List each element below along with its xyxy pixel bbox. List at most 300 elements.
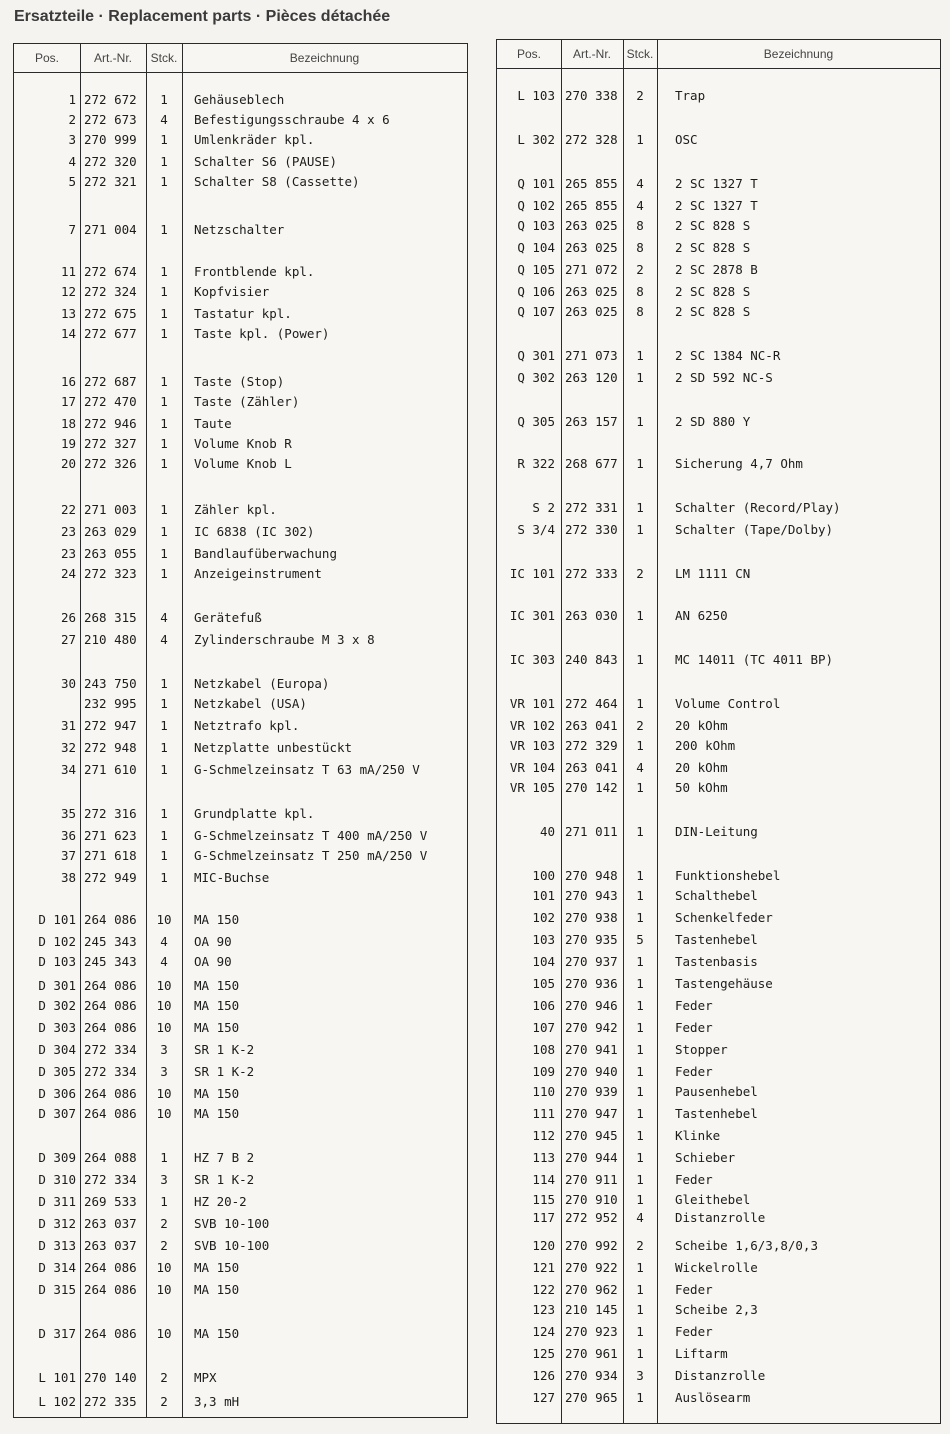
- cell-desc: MA 150: [194, 998, 240, 1013]
- cell-desc: Feder: [675, 1064, 713, 1079]
- cell-art-nr: 270 910: [565, 1192, 618, 1207]
- cell-qty: 1: [636, 370, 644, 385]
- cell-qty: 1: [636, 1260, 644, 1275]
- cell-qty: 2: [636, 262, 644, 277]
- cell-desc: MA 150: [194, 912, 240, 927]
- cell-desc: 2 SC 1327 T: [675, 198, 758, 213]
- cell-art-nr: 270 943: [565, 888, 618, 903]
- cell-pos: 19: [60, 436, 76, 451]
- cell-art-nr: 272 320: [84, 154, 137, 169]
- cell-pos: 127: [532, 1390, 555, 1405]
- cell-art-nr: 263 120: [565, 370, 618, 385]
- table-row: [14, 130, 467, 149]
- table-row: [14, 674, 467, 693]
- table-row: [497, 174, 940, 193]
- table-row: [14, 1148, 467, 1167]
- cell-art-nr: 263 055: [84, 546, 137, 561]
- cell-pos: D 306: [38, 1086, 76, 1101]
- cell-pos: VR 102: [509, 718, 555, 733]
- cell-art-nr: 272 328: [565, 132, 618, 147]
- cell-desc: SR 1 K-2: [194, 1042, 255, 1057]
- cell-art-nr: 263 030: [565, 608, 618, 623]
- cell-art-nr: 263 037: [84, 1216, 137, 1231]
- cell-pos: 105: [532, 976, 555, 991]
- cell-pos: D 317: [38, 1326, 76, 1341]
- table-row: [14, 952, 467, 971]
- cell-qty: 1: [636, 414, 644, 429]
- cell-art-nr: 270 961: [565, 1346, 618, 1361]
- cell-art-nr: 271 623: [84, 828, 137, 843]
- cell-qty: 8: [636, 218, 644, 233]
- cell-qty: 2: [160, 1216, 168, 1231]
- cell-qty: 1: [160, 806, 168, 821]
- cell-desc: Distanzrolle: [675, 1210, 766, 1225]
- cell-pos: 22: [60, 502, 76, 517]
- table-row: [497, 886, 940, 905]
- cell-qty: 1: [636, 1172, 644, 1187]
- cell-desc: Scheibe 2,3: [675, 1302, 758, 1317]
- table-row: [497, 1366, 940, 1385]
- cell-art-nr: 264 088: [84, 1150, 137, 1165]
- cell-pos: 117: [532, 1210, 555, 1225]
- cell-desc: Netzschalter: [194, 222, 285, 237]
- cell-pos: 114: [532, 1172, 555, 1187]
- cell-art-nr: 270 922: [565, 1260, 618, 1275]
- cell-pos: 17: [60, 394, 76, 409]
- table-row: [497, 1148, 940, 1167]
- cell-qty: 10: [156, 1282, 172, 1297]
- cell-desc: IC 6838 (IC 302): [194, 524, 315, 539]
- cell-pos: 4: [68, 154, 76, 169]
- cell-pos: D 315: [38, 1282, 76, 1297]
- cell-qty: 10: [156, 912, 172, 927]
- cell-art-nr: 264 086: [84, 978, 137, 993]
- cell-qty: 1: [160, 174, 168, 189]
- cell-pos: D 313: [38, 1238, 76, 1253]
- cell-desc: LM 1111 CN: [675, 566, 751, 581]
- cell-art-nr: 270 962: [565, 1282, 618, 1297]
- cell-desc: Pausenhebel: [675, 1084, 758, 1099]
- cell-qty: 2: [160, 1394, 168, 1409]
- cell-qty: 1: [636, 976, 644, 991]
- cell-pos: 113: [532, 1150, 555, 1165]
- table-row: [497, 130, 940, 149]
- cell-art-nr: 271 618: [84, 848, 137, 863]
- cell-qty: 1: [160, 154, 168, 169]
- cell-art-nr: 272 672: [84, 92, 137, 107]
- cell-desc: Kopfvisier: [194, 284, 270, 299]
- table-row: [14, 1104, 467, 1123]
- cell-qty: 5: [636, 932, 644, 947]
- header-desc: Bezeichnung: [289, 51, 360, 65]
- cell-pos: D 312: [38, 1216, 76, 1231]
- cell-desc: SR 1 K-2: [194, 1172, 255, 1187]
- cell-desc: Tastenhebel: [675, 1106, 758, 1121]
- parts-table-left: [13, 43, 468, 1418]
- table-row: [497, 346, 940, 365]
- cell-desc: SR 1 K-2: [194, 1064, 255, 1079]
- cell-qty: 2: [636, 718, 644, 733]
- cell-qty: 4: [636, 176, 644, 191]
- cell-pos: 107: [532, 1020, 555, 1035]
- table-row: [497, 694, 940, 713]
- table-row: [497, 736, 940, 755]
- parts-table-right: [496, 39, 941, 1424]
- cell-pos: D 309: [38, 1150, 76, 1165]
- cell-pos: 121: [532, 1260, 555, 1275]
- table-row: [14, 172, 467, 191]
- cell-art-nr: 270 946: [565, 998, 618, 1013]
- table-row: [14, 1280, 467, 1299]
- table-row: [14, 1214, 467, 1233]
- cell-qty: 1: [636, 1084, 644, 1099]
- table-row: [497, 974, 940, 993]
- cell-pos: D 304: [38, 1042, 76, 1057]
- cell-desc: Schenkelfeder: [675, 910, 773, 925]
- table-row: [497, 1300, 940, 1319]
- cell-desc: Wickelrolle: [675, 1260, 758, 1275]
- cell-pos: 37: [60, 848, 76, 863]
- cell-pos: Q 102: [517, 198, 555, 213]
- cell-desc: OA 90: [194, 934, 232, 949]
- table-row: [14, 262, 467, 281]
- cell-art-nr: 271 011: [565, 824, 618, 839]
- cell-art-nr: 268 315: [84, 610, 137, 625]
- cell-art-nr: 271 072: [565, 262, 618, 277]
- table-row: [497, 1170, 940, 1189]
- cell-qty: 1: [636, 500, 644, 515]
- header-desc: Bezeichnung: [763, 47, 834, 61]
- cell-art-nr: 264 086: [84, 1106, 137, 1121]
- cell-art-nr: 270 937: [565, 954, 618, 969]
- cell-art-nr: 270 923: [565, 1324, 618, 1339]
- cell-pos: 112: [532, 1128, 555, 1143]
- cell-qty: 10: [156, 1326, 172, 1341]
- cell-art-nr: 263 157: [565, 414, 618, 429]
- table-row: [14, 630, 467, 649]
- table-row: [497, 996, 940, 1015]
- cell-qty: 2: [160, 1238, 168, 1253]
- table-row: [497, 1126, 940, 1145]
- cell-pos: D 307: [38, 1106, 76, 1121]
- cell-pos: 100: [532, 868, 555, 883]
- cell-pos: 38: [60, 870, 76, 885]
- cell-desc: Taste (Zähler): [194, 394, 300, 409]
- cell-qty: 1: [636, 132, 644, 147]
- table-row: [497, 908, 940, 927]
- cell-pos: 2: [68, 112, 76, 127]
- cell-pos: 23: [60, 546, 76, 561]
- cell-qty: 1: [636, 998, 644, 1013]
- cell-qty: 1: [636, 738, 644, 753]
- cell-art-nr: 272 334: [84, 1064, 137, 1079]
- cell-desc: Distanzrolle: [675, 1368, 766, 1383]
- cell-desc: Netzplatte unbestückt: [194, 740, 353, 755]
- table-row: [14, 434, 467, 453]
- table-row: [14, 716, 467, 735]
- cell-pos: IC 303: [509, 652, 555, 667]
- cell-pos: 106: [532, 998, 555, 1013]
- cell-qty: 1: [636, 954, 644, 969]
- cell-desc: OA 90: [194, 954, 232, 969]
- table-row: [497, 1104, 940, 1123]
- cell-art-nr: 263 025: [565, 284, 618, 299]
- cell-pos: 26: [60, 610, 76, 625]
- cell-qty: 1: [636, 1324, 644, 1339]
- cell-qty: 1: [636, 456, 644, 471]
- cell-pos: 103: [532, 932, 555, 947]
- cell-desc: Taste kpl. (Power): [194, 326, 330, 341]
- cell-qty: 1: [636, 1106, 644, 1121]
- cell-pos: 30: [60, 676, 76, 691]
- cell-art-nr: 240 843: [565, 652, 618, 667]
- cell-pos: D 303: [38, 1020, 76, 1035]
- cell-desc: Scheibe 1,6/3,8/0,3: [675, 1238, 818, 1253]
- cell-desc: Schalter (Tape/Dolby): [675, 522, 834, 537]
- cell-art-nr: 272 330: [565, 522, 618, 537]
- cell-qty: 1: [636, 1302, 644, 1317]
- cell-pos: Q 103: [517, 218, 555, 233]
- rows-left: [14, 44, 467, 1417]
- table-row: [14, 414, 467, 433]
- cell-qty: 3: [636, 1368, 644, 1383]
- table-row: [14, 372, 467, 391]
- cell-pos: D 302: [38, 998, 76, 1013]
- cell-art-nr: 270 947: [565, 1106, 618, 1121]
- cell-desc: SVB 10-100: [194, 1216, 270, 1231]
- cell-pos: VR 104: [509, 760, 555, 775]
- cell-art-nr: 270 944: [565, 1150, 618, 1165]
- cell-desc: Tastenbasis: [675, 954, 758, 969]
- table-row: [497, 1236, 940, 1255]
- table-row: [497, 1280, 940, 1299]
- cell-pos: 11: [60, 264, 76, 279]
- table-row: [14, 544, 467, 563]
- cell-pos: 23: [60, 524, 76, 539]
- table-row: [497, 564, 940, 583]
- table-row: [14, 932, 467, 951]
- cell-pos: D 311: [38, 1194, 76, 1209]
- cell-desc: Tastengehäuse: [675, 976, 773, 991]
- cell-qty: 3: [160, 1064, 168, 1079]
- cell-desc: G-Schmelzeinsatz T 250 mA/250 V: [194, 848, 428, 863]
- cell-pos: L 302: [517, 132, 555, 147]
- header-art: Art.-Nr.: [94, 51, 132, 65]
- table-row: [497, 454, 940, 473]
- table-row: [497, 196, 940, 215]
- cell-qty: 4: [636, 760, 644, 775]
- cell-qty: 2: [636, 1238, 644, 1253]
- header-qty: Stck.: [626, 47, 654, 61]
- cell-art-nr: 232 995: [84, 696, 137, 711]
- cell-art-nr: 270 942: [565, 1020, 618, 1035]
- cell-desc: Bandlaufüberwachung: [194, 546, 337, 561]
- header-pos: Pos.: [34, 51, 59, 65]
- cell-qty: 1: [160, 132, 168, 147]
- cell-qty: 1: [636, 824, 644, 839]
- cell-pos: 123: [532, 1302, 555, 1317]
- cell-desc: Gehäuseblech: [194, 92, 285, 107]
- cell-pos: 108: [532, 1042, 555, 1057]
- table-row: [14, 1018, 467, 1037]
- cell-pos: Q 105: [517, 262, 555, 277]
- table-row: [14, 1192, 467, 1211]
- cell-qty: 1: [636, 780, 644, 795]
- cell-pos: 14: [60, 326, 76, 341]
- cell-desc: Feder: [675, 1172, 713, 1187]
- cell-desc: Tastatur kpl.: [194, 306, 292, 321]
- table-row: [14, 152, 467, 171]
- cell-art-nr: 272 674: [84, 264, 137, 279]
- cell-pos: 101: [532, 888, 555, 903]
- cell-desc: Zähler kpl.: [194, 502, 277, 517]
- table-row: [497, 778, 940, 797]
- cell-art-nr: 268 677: [565, 456, 618, 471]
- cell-desc: Gerätefuß: [194, 610, 262, 625]
- cell-desc: G-Schmelzeinsatz T 63 mA/250 V: [194, 762, 420, 777]
- header-art: Art.-Nr.: [573, 47, 611, 61]
- cell-desc: Netztrafo kpl.: [194, 718, 300, 733]
- cell-qty: 10: [156, 978, 172, 993]
- table-row: [14, 1040, 467, 1059]
- cell-qty: 1: [160, 718, 168, 733]
- cell-desc: Zylinderschraube M 3 x 8: [194, 632, 375, 647]
- cell-art-nr: 272 673: [84, 112, 137, 127]
- cell-desc: Taste (Stop): [194, 374, 285, 389]
- table-row: [14, 564, 467, 583]
- cell-desc: 2 SC 828 S: [675, 218, 751, 233]
- cell-desc: MA 150: [194, 1086, 240, 1101]
- table-row: [14, 826, 467, 845]
- cell-pos: 12: [60, 284, 76, 299]
- cell-desc: Sicherung 4,7 Ohm: [675, 456, 803, 471]
- table-row: [497, 282, 940, 301]
- cell-desc: Auslösearm: [675, 1390, 751, 1405]
- table-row: [14, 110, 467, 129]
- cell-pos: 13: [60, 306, 76, 321]
- cell-qty: 1: [160, 566, 168, 581]
- cell-art-nr: 272 321: [84, 174, 137, 189]
- table-row: [14, 804, 467, 823]
- cell-art-nr: 243 750: [84, 676, 137, 691]
- cell-art-nr: 263 025: [565, 218, 618, 233]
- cell-art-nr: 272 470: [84, 394, 137, 409]
- table-row: [497, 1208, 940, 1227]
- cell-desc: 20 kOhm: [675, 760, 728, 775]
- cell-desc: Anzeigeinstrument: [194, 566, 322, 581]
- cell-desc: G-Schmelzeinsatz T 400 mA/250 V: [194, 828, 428, 843]
- cell-pos: 102: [532, 910, 555, 925]
- cell-qty: 4: [160, 934, 168, 949]
- table-row: [14, 846, 467, 865]
- header-qty: Stck.: [150, 51, 178, 65]
- cell-art-nr: 272 324: [84, 284, 137, 299]
- table-row: [497, 650, 940, 669]
- cell-qty: 10: [156, 1086, 172, 1101]
- table-row: [14, 1368, 467, 1387]
- cell-qty: 1: [636, 1282, 644, 1297]
- table-row: [14, 1258, 467, 1277]
- cell-qty: 1: [160, 762, 168, 777]
- table-row: [497, 930, 940, 949]
- table-row: [497, 86, 940, 105]
- cell-art-nr: 210 145: [565, 1302, 618, 1317]
- cell-qty: 1: [160, 306, 168, 321]
- cell-art-nr: 270 999: [84, 132, 137, 147]
- cell-qty: 1: [160, 676, 168, 691]
- cell-art-nr: 272 464: [565, 696, 618, 711]
- cell-qty: 1: [160, 92, 168, 107]
- cell-desc: 2 SD 880 Y: [675, 414, 751, 429]
- cell-desc: SVB 10-100: [194, 1238, 270, 1253]
- cell-art-nr: 272 326: [84, 456, 137, 471]
- cell-qty: 1: [636, 1192, 644, 1207]
- table-row: [497, 520, 940, 539]
- table-row: [497, 866, 940, 885]
- cell-qty: 1: [160, 546, 168, 561]
- cell-desc: 2 SC 828 S: [675, 304, 751, 319]
- cell-qty: 1: [160, 264, 168, 279]
- cell-desc: 2 SC 1384 NC-R: [675, 348, 781, 363]
- cell-desc: Volume Control: [675, 696, 781, 711]
- cell-art-nr: 245 343: [84, 934, 137, 949]
- cell-desc: Umlenkräder kpl.: [194, 132, 315, 147]
- cell-qty: 1: [636, 1042, 644, 1057]
- page-title: Ersatzteile · Replacement parts · Pièces détachée: [14, 8, 391, 25]
- cell-art-nr: 270 938: [565, 910, 618, 925]
- cell-desc: OSC: [675, 132, 698, 147]
- cell-art-nr: 270 965: [565, 1390, 618, 1405]
- cell-qty: 1: [160, 502, 168, 517]
- table-row: [497, 1190, 940, 1209]
- cell-desc: Tastenhebel: [675, 932, 758, 947]
- cell-pos: D 101: [38, 912, 76, 927]
- cell-art-nr: 264 086: [84, 1260, 137, 1275]
- cell-pos: 3: [68, 132, 76, 147]
- cell-art-nr: 264 086: [84, 912, 137, 927]
- cell-pos: D 301: [38, 978, 76, 993]
- cell-desc: Netzkabel (Europa): [194, 676, 330, 691]
- table-row: [14, 500, 467, 519]
- cell-pos: 5: [68, 174, 76, 189]
- cell-pos: D 305: [38, 1064, 76, 1079]
- cell-qty: 10: [156, 998, 172, 1013]
- cell-desc: Gleithebel: [675, 1192, 751, 1207]
- cell-pos: 104: [532, 954, 555, 969]
- cell-qty: 10: [156, 1020, 172, 1035]
- cell-desc: Schalter S6 (PAUSE): [194, 154, 337, 169]
- cell-desc: Schieber: [675, 1150, 736, 1165]
- cell-qty: 1: [636, 910, 644, 925]
- table-row: [497, 302, 940, 321]
- cell-desc: HZ 20-2: [194, 1194, 247, 1209]
- cell-qty: 8: [636, 284, 644, 299]
- cell-pos: 35: [60, 806, 76, 821]
- cell-art-nr: 270 936: [565, 976, 618, 991]
- cell-qty: 1: [160, 870, 168, 885]
- cell-desc: Volume Knob L: [194, 456, 292, 471]
- cell-art-nr: 270 934: [565, 1368, 618, 1383]
- cell-qty: 1: [636, 888, 644, 903]
- cell-qty: 2: [636, 88, 644, 103]
- cell-qty: 1: [160, 1150, 168, 1165]
- cell-art-nr: 272 329: [565, 738, 618, 753]
- cell-art-nr: 270 142: [565, 780, 618, 795]
- cell-pos: 34: [60, 762, 76, 777]
- cell-qty: 1: [160, 416, 168, 431]
- table-row: [497, 368, 940, 387]
- table-row: [14, 304, 467, 323]
